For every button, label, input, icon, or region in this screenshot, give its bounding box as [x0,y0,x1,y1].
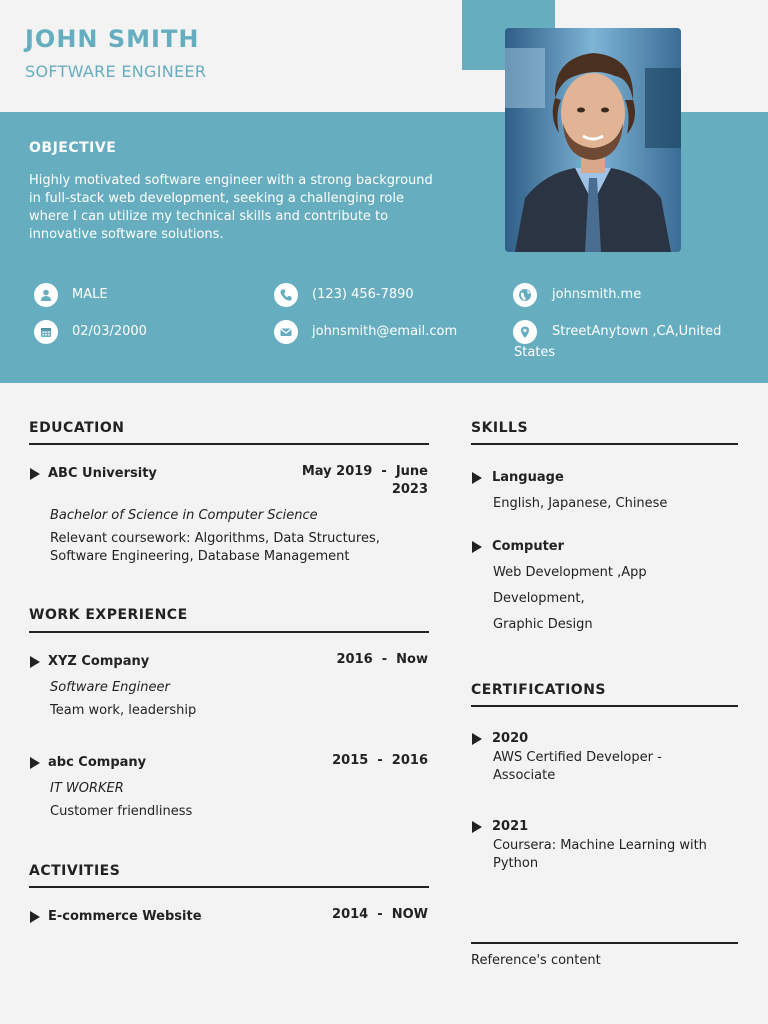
skill-line: Graphic Design [493,617,593,632]
certification-name: AWS Certified Developer - Associate [493,750,662,783]
reference-divider [471,942,738,944]
skills-divider [471,443,738,445]
work-company: XYZ Company [48,654,150,669]
portrait-illustration [505,28,681,252]
activity-date: 2014 - NOW [332,907,428,922]
phone-icon [274,283,298,307]
skill-line: Development, [493,591,585,606]
skills-title: SKILLS [471,420,529,436]
skill-line: English, Japanese, Chinese [493,496,668,511]
address-text: StreetAnytown ,CA,United States [514,324,722,360]
certification-year: 2020 [492,731,529,746]
bullet-triangle-icon [472,541,482,553]
education-school: ABC University [48,466,157,481]
phone-text: (123) 456-7890 [312,287,414,302]
activities-title: ACTIVITIES [29,863,121,879]
bullet-triangle-icon [30,468,40,480]
work-company: abc Company [48,755,147,770]
work-position: IT WORKER [50,781,124,796]
objective-title: OBJECTIVE [29,140,117,156]
objective-text: Highly motivated software engineer with a strong background in full-stack web development, seeking a challenging role where I can utilize my technical skills and contribute to innovative software solutions. [29,173,433,242]
work-divider [29,631,429,633]
birthday-text: 02/03/2000 [72,324,147,339]
bullet-triangle-icon [30,656,40,668]
certifications-divider [471,705,738,707]
certifications-title: CERTIFICATIONS [471,682,607,698]
education-degree: Bachelor of Science in Computer Science [50,508,318,523]
work-position: Software Engineer [50,680,170,695]
skill-line: Web Development ,App [493,565,647,580]
user-icon [34,283,58,307]
bullet-triangle-icon [30,757,40,769]
globe-icon [513,283,537,307]
certification-name: Coursera: Machine Learning with Python [493,838,707,871]
applicant-role: SOFTWARE ENGINEER [25,62,207,81]
education-details: Relevant coursework: Algorithms, Data Structures, Software Engineering, Database Management [50,531,380,564]
education-divider [29,443,429,445]
certification-year: 2021 [492,819,529,834]
activity-name: E-commerce Website [48,909,202,924]
activities-divider [29,886,429,888]
profile-photo [505,28,681,252]
skill-group-name: Computer [492,539,565,554]
reference-text: Reference's content [471,953,601,968]
email-text: johnsmith@email.com [312,324,458,339]
bullet-triangle-icon [472,733,482,745]
work-details: Team work, leadership [50,703,197,718]
website-text: johnsmith.me [552,287,642,302]
envelope-icon [274,320,298,344]
bullet-triangle-icon [472,472,482,484]
bullet-triangle-icon [30,911,40,923]
education-date: May 2019 - June 2023 [301,464,428,497]
bullet-triangle-icon [472,821,482,833]
gender-text: MALE [72,287,108,302]
education-title: EDUCATION [29,420,125,436]
calendar-icon [34,320,58,344]
applicant-name: JOHN SMITH [25,25,200,53]
skill-group-name: Language [492,470,564,485]
work-date: 2015 - 2016 [332,753,428,768]
work-date: 2016 - Now [336,652,428,667]
work-title: WORK EXPERIENCE [29,607,188,623]
work-details: Customer friendliness [50,804,193,819]
